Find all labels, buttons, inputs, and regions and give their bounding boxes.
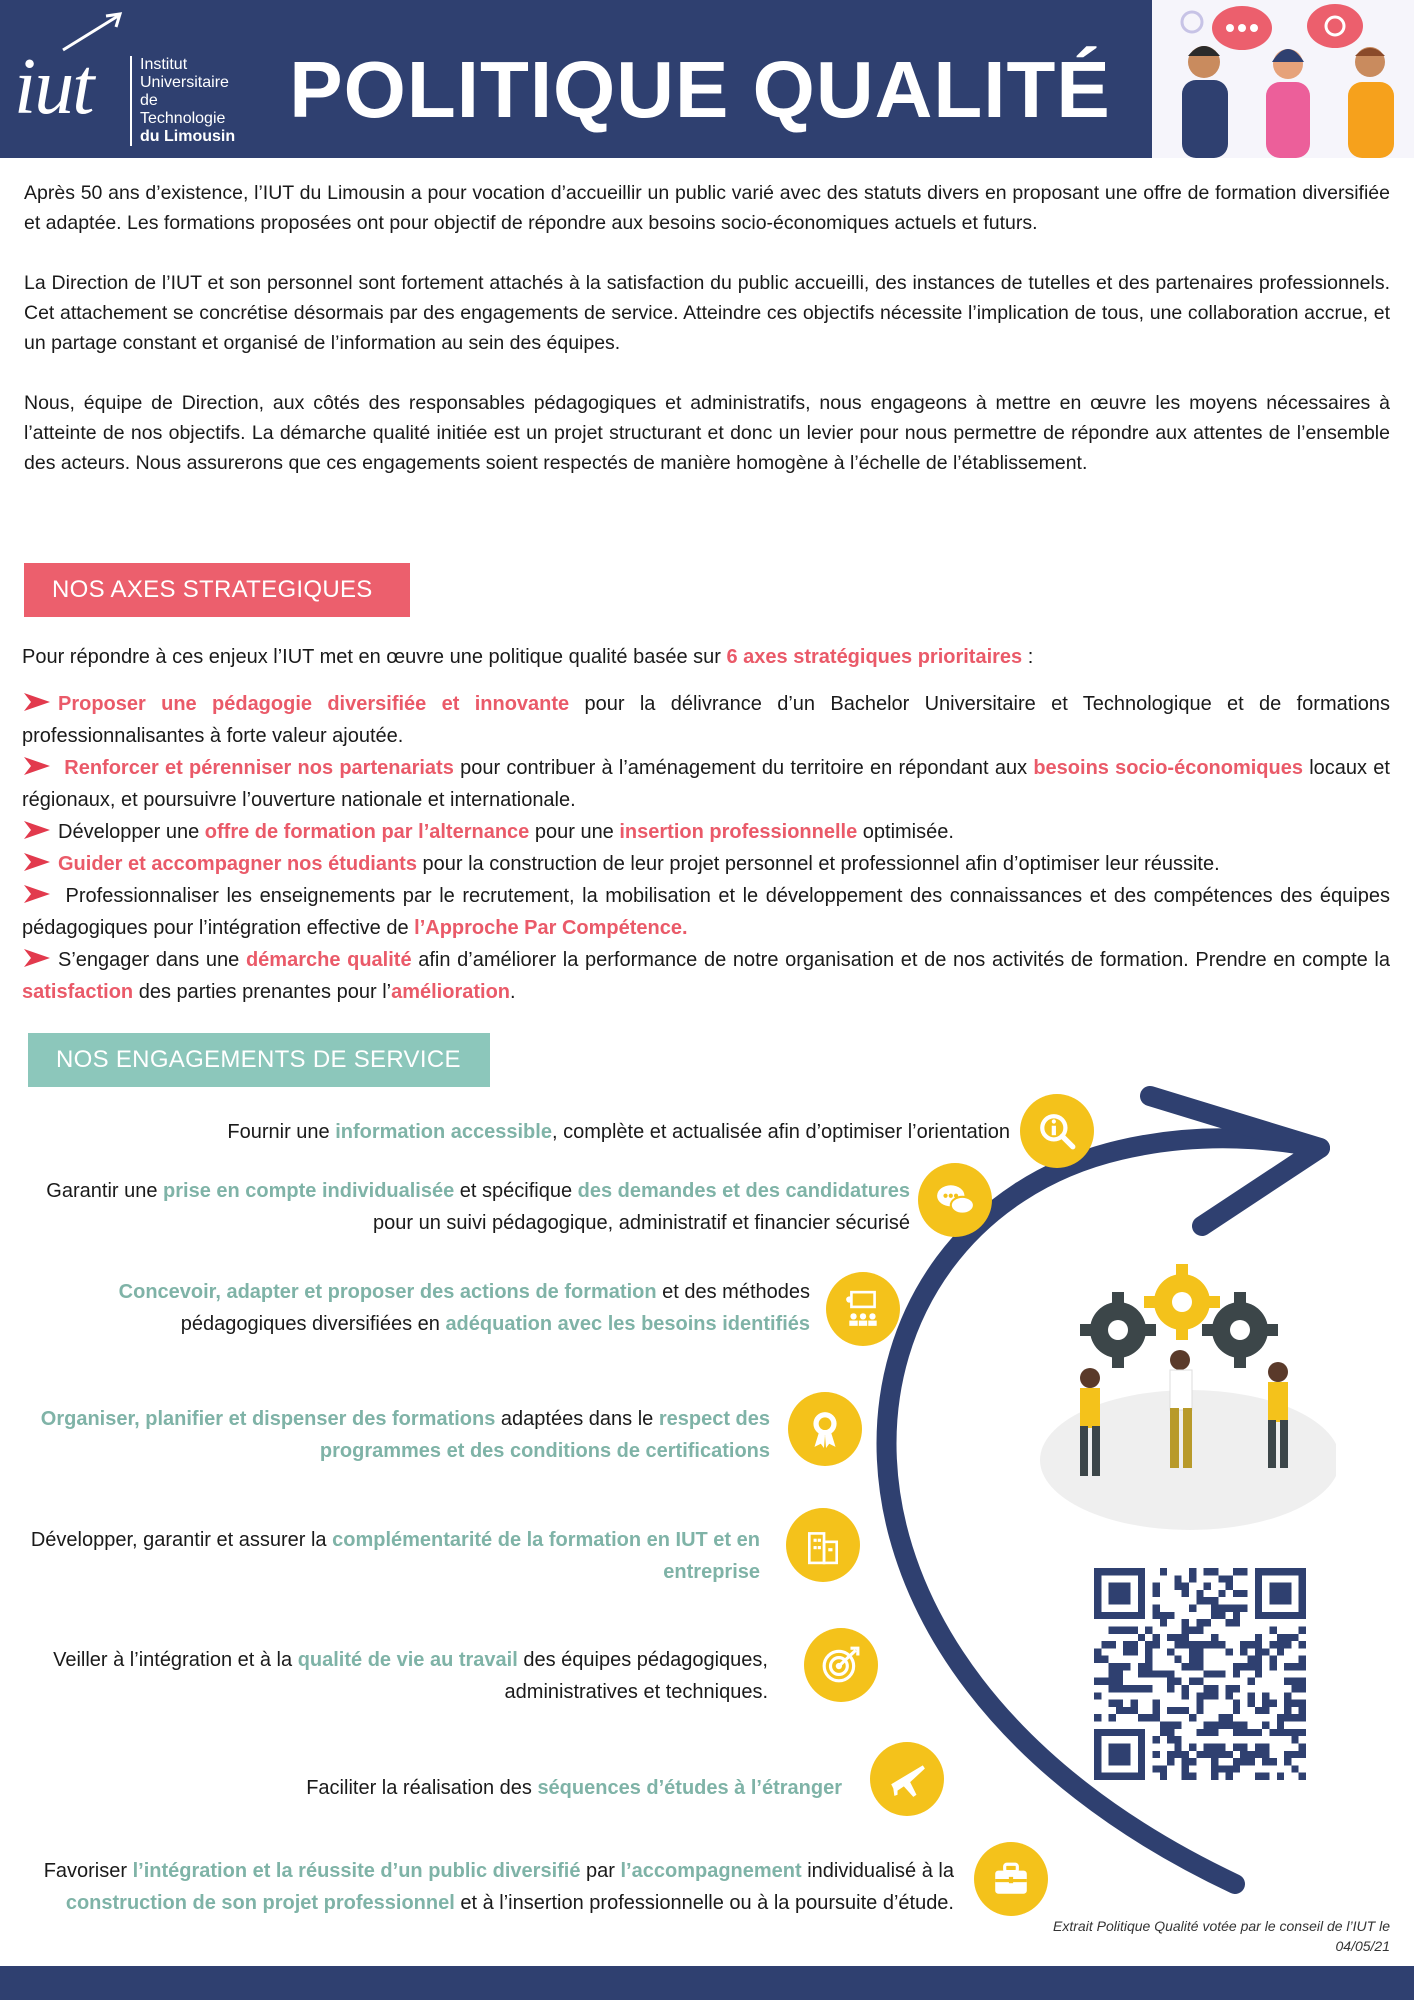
engagement-highlight: information accessible bbox=[335, 1121, 552, 1143]
chat-bubbles-icon bbox=[918, 1163, 992, 1237]
axis-text: locaux et régionaux, et poursuivre l’ouverture nationale et internationale. bbox=[22, 757, 1390, 811]
engagement-item bbox=[10, 1644, 768, 1708]
engagement-item bbox=[10, 1403, 770, 1467]
red-arrow-bullet-icon bbox=[22, 947, 52, 969]
engagement-highlight: des demandes et des candidatures bbox=[577, 1180, 910, 1202]
axes-intro-highlight: 6 axes stratégiques prioritaires bbox=[726, 646, 1023, 668]
engagement-text: individualisé à la bbox=[801, 1860, 954, 1882]
engagement-highlight: qualité de vie au travail bbox=[297, 1649, 518, 1671]
iut-logo bbox=[14, 12, 244, 145]
axis-text: des parties prenantes pour l’ bbox=[133, 981, 392, 1003]
axis-highlight: Renforcer et pérenniser nos partenariats bbox=[58, 757, 454, 779]
red-arrow-bullet-icon bbox=[22, 755, 52, 777]
caption-note: Extrait Politique Qualité votée par le conseil de l’IUT le 04/05/21 bbox=[1053, 1918, 1390, 1954]
logo-line-3: de Technologie bbox=[140, 92, 226, 127]
axis-highlight: satisfaction bbox=[22, 981, 134, 1003]
airplane-icon bbox=[870, 1742, 944, 1816]
engagement-text: et des méthodes pédagogiques diversifiées en bbox=[180, 1281, 810, 1335]
engagement-item bbox=[10, 1175, 910, 1239]
header-banner bbox=[0, 0, 1414, 158]
engagement-text: Garantir une bbox=[46, 1180, 164, 1202]
axis-text: pour contribuer à l’aménagement du territoire en répondant aux bbox=[453, 757, 1034, 779]
footer-bar bbox=[0, 1966, 1414, 2000]
axis-item bbox=[22, 688, 1390, 752]
axes-section-heading: NOS AXES STRATEGIQUES bbox=[24, 563, 410, 617]
axes-intro bbox=[22, 643, 1388, 671]
engagement-item bbox=[10, 1116, 1010, 1148]
axes-intro-end: : bbox=[1022, 646, 1034, 668]
engagement-text: Fournir une bbox=[227, 1121, 336, 1143]
engagement-text: Développer, garantir et assurer la bbox=[30, 1529, 333, 1551]
logo-mark: iut bbox=[14, 43, 93, 131]
engagement-highlight: séquences d’études à l’étranger bbox=[537, 1777, 842, 1799]
axes-list bbox=[22, 688, 1390, 1008]
axis-text: afin d’améliorer la performance de notre organisation et de nos activités de formation. Prendre en compte la bbox=[411, 949, 1390, 971]
engagement-highlight: adéquation avec les besoins identifiés bbox=[445, 1313, 810, 1335]
engagement-highlight: l’accompagnement bbox=[620, 1860, 802, 1882]
axis-text: optimisée. bbox=[857, 821, 954, 843]
axis-text: Développer une bbox=[58, 821, 205, 843]
intro-paragraph-3: Nous, équipe de Direction, aux côtés des responsables pédagogiques et administratifs, nous engageons à mettre en œuvre les moyens nécessaires à l’atteinte de nos objectifs. La démarche qualité initiée est un projet structurant et donc un levier pour nous permettre de répondre aux attentes de l’ensemble des acteurs. Nous assurerons que ces engagements soient respectés de manière homogène à l’échelle de l’établissement. bbox=[24, 392, 1390, 474]
engagement-text: adaptées dans le bbox=[495, 1408, 659, 1430]
engagement-text: Veiller à l’intégration et à la bbox=[53, 1649, 298, 1671]
building-icon bbox=[786, 1508, 860, 1582]
axis-highlight: besoins socio-économiques bbox=[1033, 757, 1303, 779]
engagement-highlight: Concevoir, adapter et proposer des actions de formation bbox=[118, 1281, 657, 1303]
engagement-item bbox=[10, 1772, 842, 1804]
engagement-text: pour un suivi pédagogique, administratif et financier sécurisé bbox=[373, 1212, 910, 1234]
axis-item bbox=[22, 816, 1390, 848]
engagement-highlight: construction de son projet professionnel bbox=[65, 1892, 455, 1914]
axis-text: pour une bbox=[529, 821, 620, 843]
logo-line-1: Institut bbox=[140, 56, 188, 73]
axis-text: . bbox=[510, 981, 516, 1003]
qr-code[interactable] bbox=[1094, 1568, 1306, 1780]
axis-highlight: démarche qualité bbox=[245, 949, 412, 971]
axes-intro-text: Pour répondre à ces enjeux l’IUT met en œuvre une politique qualité basée sur bbox=[22, 646, 727, 668]
engagement-text: Favoriser bbox=[43, 1860, 133, 1882]
teamwork-gears-illustration bbox=[1030, 1260, 1336, 1540]
engagements-section-heading: NOS ENGAGEMENTS DE SERVICE bbox=[28, 1033, 490, 1087]
classroom-icon bbox=[826, 1272, 900, 1346]
axis-highlight: Guider et accompagner nos étudiants bbox=[58, 853, 417, 875]
engagement-text: par bbox=[580, 1860, 621, 1882]
intro-paragraph-1: Après 50 ans d’existence, l’IUT du Limousin a pour vocation d’accueillir un public varié avec des statuts divers en proposant une offre de formation diversifiée et adaptée. Les formations proposées ont pour objectif de répondre aux besoins socio-économiques actuels et futurs. bbox=[24, 182, 1390, 234]
red-arrow-bullet-icon bbox=[22, 819, 52, 841]
award-ribbon-icon bbox=[788, 1392, 862, 1466]
team-discussion-illustration bbox=[1152, 0, 1414, 158]
axis-text: pour la construction de leur projet personnel et professionnel afin d’optimiser leur réussite. bbox=[416, 853, 1220, 875]
intro-text bbox=[24, 178, 1390, 508]
engagement-text: et spécifique bbox=[454, 1180, 578, 1202]
engagement-highlight: Organiser, planifier et dispenser des formations bbox=[40, 1408, 496, 1430]
axis-highlight: l’Approche Par Compétence. bbox=[414, 917, 688, 939]
engagement-item bbox=[10, 1855, 954, 1919]
briefcase-icon bbox=[974, 1842, 1048, 1916]
axis-text: pour la délivrance d’un Bachelor Universitaire et Technologique et de formations professionnalisantes à forte valeur ajoutée. bbox=[22, 693, 1390, 747]
engagement-highlight: prise en compte individualisée bbox=[163, 1180, 455, 1202]
engagement-text: Faciliter la réalisation des bbox=[306, 1777, 538, 1799]
engagement-highlight: complémentarité de la formation en IUT et en entreprise bbox=[332, 1529, 760, 1583]
logo-text bbox=[130, 56, 244, 146]
engagement-text: des équipes pédagogiques, administratives et techniques. bbox=[504, 1649, 768, 1703]
axis-highlight: Proposer une pédagogie diversifiée et innovante bbox=[58, 693, 570, 715]
engagement-item bbox=[10, 1276, 810, 1340]
axis-highlight: amélioration bbox=[391, 981, 511, 1003]
info-search-icon bbox=[1020, 1094, 1094, 1168]
logo-line-4: du Limousin bbox=[140, 128, 236, 145]
axis-highlight: insertion professionnelle bbox=[619, 821, 858, 843]
engagement-item bbox=[10, 1524, 760, 1588]
axis-text: Professionnaliser les enseignements par le recrutement, la mobilisation et le développement des connaissances et des compétences des équipes pédagogiques pour l’intégration effective de bbox=[22, 885, 1390, 939]
red-arrow-bullet-icon bbox=[22, 851, 52, 873]
engagement-highlight: l’intégration et la réussite d’un public diversifié bbox=[132, 1860, 581, 1882]
engagement-text: et à l’insertion professionnelle ou à la poursuite d’étude. bbox=[454, 1892, 954, 1914]
logo-arrow-icon bbox=[58, 12, 128, 52]
intro-paragraph-2: La Direction de l’IUT et son personnel sont fortement attachés à la satisfaction du public accueilli, des instances de tutelles et des partenaires professionnels. Cet attachement se concrétise désormais par des engagements de service. Atteindre ces objectifs nécessite l’implication de tous, une collaboration accrue, et un partage constant et organisé de l’information au sein des équipes. bbox=[24, 272, 1390, 354]
axis-item bbox=[22, 752, 1390, 816]
engagement-highlight: respect des programmes et des conditions de certifications bbox=[319, 1408, 770, 1462]
axis-text: S’engager dans une bbox=[58, 949, 246, 971]
red-arrow-bullet-icon bbox=[22, 691, 52, 713]
logo-line-2: Universitaire bbox=[140, 74, 229, 91]
axis-highlight: offre de formation par l’alternance bbox=[204, 821, 530, 843]
engagement-text: , complète et actualisée afin d’optimiser l’orientation bbox=[551, 1121, 1010, 1143]
target-icon bbox=[804, 1628, 878, 1702]
red-arrow-bullet-icon bbox=[22, 883, 52, 905]
axis-item bbox=[22, 944, 1390, 1008]
axis-item bbox=[22, 880, 1390, 944]
page-title: POLITIQUE QUALITÉ bbox=[289, 45, 1111, 134]
axis-item bbox=[22, 848, 1390, 880]
